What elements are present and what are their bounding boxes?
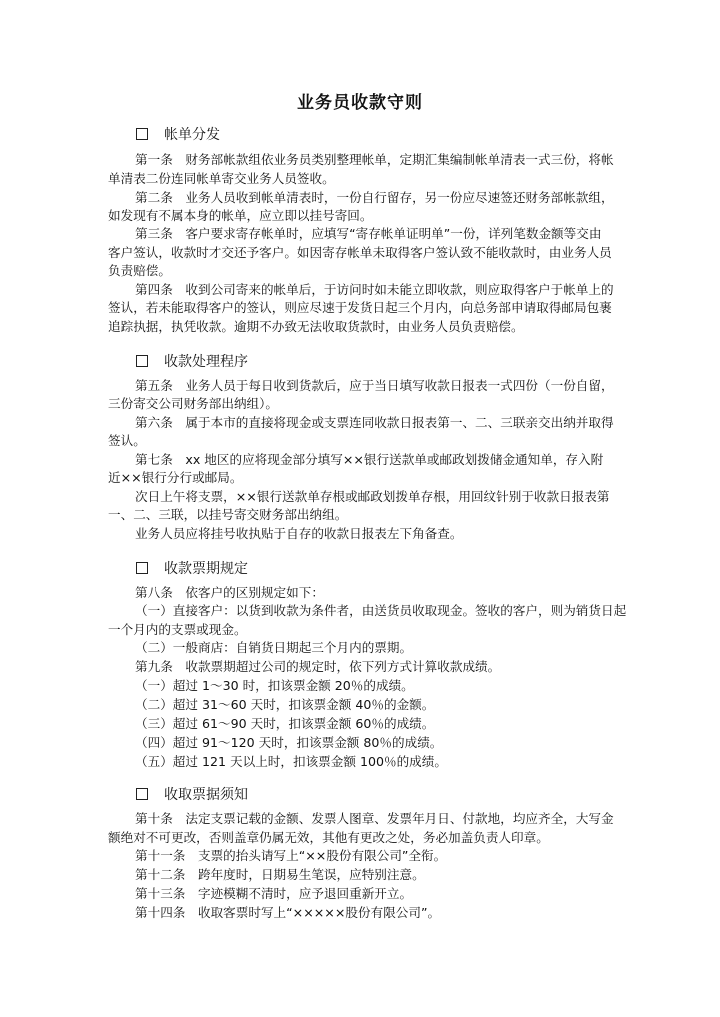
page-title: 业务员收款守则: [297, 93, 423, 113]
text-line: （五）超过 121 天以上时，扣该票金额 100％的成绩。: [135, 754, 447, 769]
text-line: 近××银行分行或邮局。: [108, 470, 243, 485]
section-heading-label: 收取票据须知: [164, 787, 248, 803]
checkbox-icon: [136, 128, 148, 140]
section-heading-label: 收款票期规定: [164, 561, 248, 577]
checkbox-icon: [136, 562, 148, 574]
text-line: 第六条 属于本市的直接将现金或支票连同收款日报表第一、二、三联亲交出纳并取得: [135, 415, 614, 430]
text-line: 额绝对不可更改，否则盖章仍属无效，其他有更改之处，务必加盖负责人印章。: [108, 830, 549, 845]
text-line: 第四条 收到公司寄来的帐单后，于访问时如未能立即收款，则应取得客户于帐单上的: [135, 282, 614, 297]
text-line: 第十二条 跨年度时，日期易生笔误，应特别注意。: [135, 867, 425, 882]
text-line: 第七条 xx 地区的应将现金部分填写××银行送款单或邮政划拨储金通知单，存入附: [135, 452, 604, 467]
text-line: 第十三条 字迹模糊不清时，应予退回重新开立。: [135, 886, 413, 901]
text-line: 一个月内的支票或现金。: [108, 622, 247, 637]
text-line: （二）一般商店：自销货日期起三个月内的票期。: [135, 640, 413, 655]
text-line: （二）超过 31～60 天时，扣该票金额 40％的金额。: [135, 697, 435, 712]
checkbox-icon: [136, 788, 148, 800]
text-line: 签认。: [108, 433, 146, 448]
text-line: 签认，若未能取得客户的签认，则应尽速于发货日起三个月内，向总务部申请取得邮局包裹: [108, 300, 612, 315]
text-line: （四）超过 91～120 天时，扣该票金额 80％的成绩。: [135, 735, 443, 750]
text-line: 业务人员应将挂号收执贴于自存的收款日报表左下角备查。: [135, 526, 463, 541]
text-line: 次日上午将支票，××银行送款单存根或邮政划拨单存根，用回纹针别于收款日报表第: [135, 489, 610, 504]
text-line: 第十四条 收取客票时写上“×××××股份有限公司”。: [135, 905, 441, 920]
checkbox-icon: [136, 355, 148, 367]
text-line: 单清表二份连同帐单寄交业务人员签收。: [108, 171, 335, 186]
text-line: 第三条 客户要求寄存帐单时，应填写“寄存帐单证明单”一份，详列笔数金额等交由: [135, 226, 602, 241]
text-line: 第二条 业务人员收到帐单清表时，一份自行留存，另一份应尽速签还财务部帐款组，: [135, 190, 614, 205]
text-line: 负责赔偿。: [108, 263, 171, 278]
text-line: 三份寄交公司财务部出纳组）。: [108, 396, 279, 411]
text-line: 第十条 法定支票记载的金额、发票人图章、发票年月日、付款地，均应齐全，大写金: [135, 811, 614, 826]
text-line: 第十一条 支票的抬头请写上“××股份有限公司”全衔。: [135, 848, 447, 863]
text-line: 第五条 业务人员于每日收到货款后，应于当日填写收款日报表一式四份（一份自留，: [135, 378, 614, 393]
text-line: （三）超过 61～90 天时，扣该票金额 60％的成绩。: [135, 716, 435, 731]
text-line: 第八条 依客户的区别规定如下：: [135, 585, 324, 600]
text-line: 第九条 收款票期超过公司的规定时，依下列方式计算收款成绩。: [135, 659, 501, 674]
text-line: （一）超过 1～30 时，扣该票金额 20％的成绩。: [135, 678, 414, 693]
text-line: 一、二、三联，以挂号寄交财务部出纳组。: [108, 507, 348, 522]
section-heading-label: 帐单分发: [164, 127, 220, 143]
text-line: 追踪执据，执凭收款。逾期不办致无法收取货款时，由业务人员负责赔偿。: [108, 319, 524, 334]
text-line: 客户签认，收款时才交还予客户。如因寄存帐单未取得客户签认致不能收款时，由业务人员: [108, 245, 612, 260]
section-heading-notes: [136, 786, 248, 805]
text-line: 第一条 财务部帐款组依业务员类别整理帐单，定期汇集编制帐单清表一式三份，将帐: [135, 152, 614, 167]
text-line: （一）直接客户：以货到收款为条件者，由送货员收取现金。签收的客户，则为销货日起: [135, 603, 627, 618]
section-heading-collection: [136, 353, 248, 372]
section-heading-label: 收款处理程序: [164, 354, 248, 370]
section-heading-terms: [136, 560, 248, 579]
text-line: 如发现有不属本身的帐单，应立即以挂号寄回。: [108, 208, 373, 223]
section-heading-billing: [136, 126, 220, 145]
